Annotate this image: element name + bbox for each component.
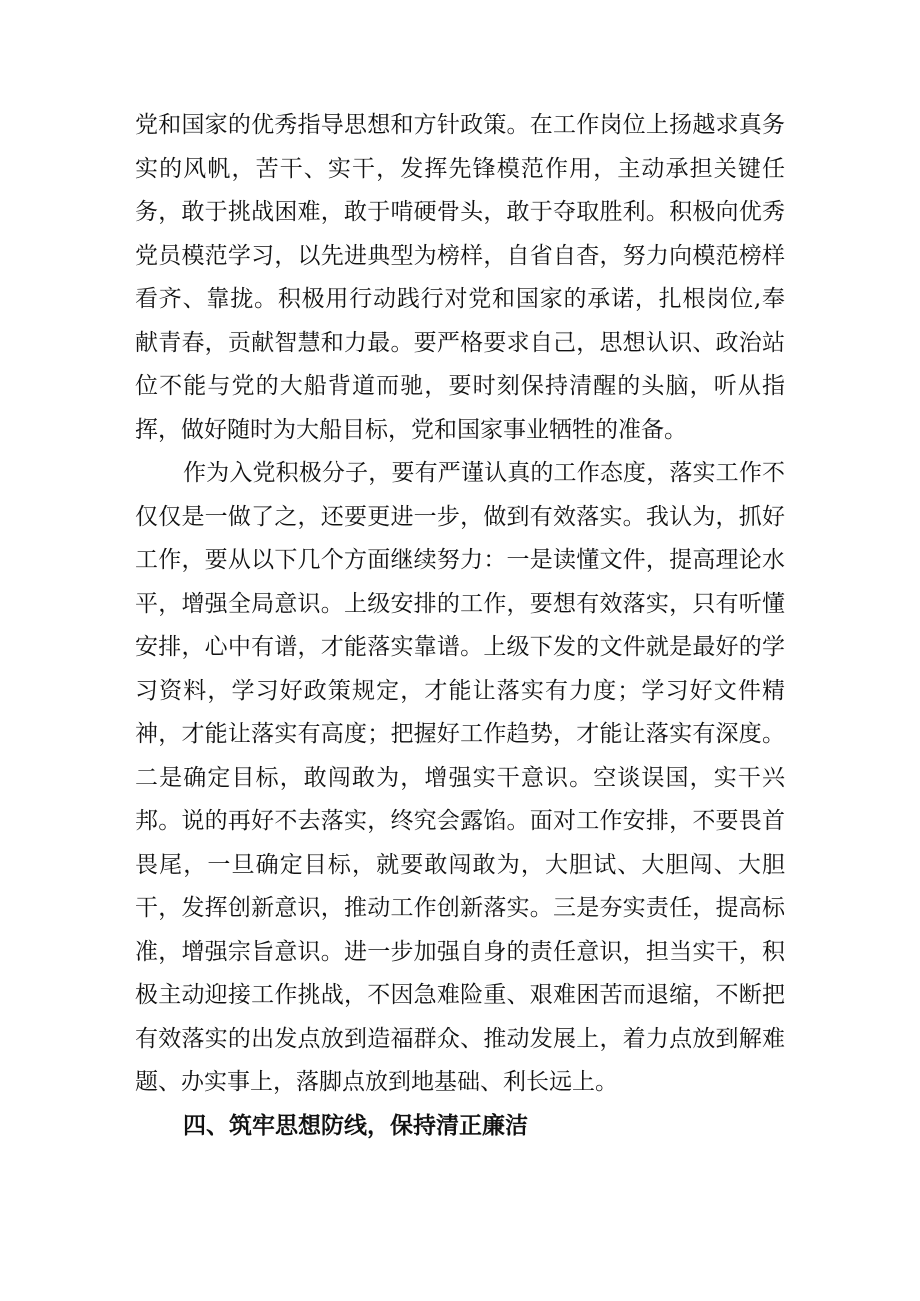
paragraph-work-attitude: 作为入党积极分子，要有严谨认真的工作态度，落实工作不仅仅是一做了之，还要更进一步，做到有效落实。我认为，抓好工作，要从以下几个方面继续努力：一是读懂文件，提高理论水平，增强全局意识。上级安排的工作，要想有效落实，只有听懂安排，心中有谱，才能落实靠谱。上级下发的文件就是最好的学习资料，学习好政策规定，才能让落实有力度；学习好文件精神，才能让落实有高度；把握好工作趋势，才能让落实有深度。二是确定目标，敢闯敢为，增强实干意识。空谈误国，实干兴邦。说的再好不去落实，终究会露馅。面对工作安排，不要畏首畏尾，一旦确定目标，就要敢闯敢为，大胆试、大胆闯、大胆干，发挥创新意识，推动工作创新落实。三是夯实责任，提高标准，增强宗旨意识。进一步加强自身的责任意识，担当实干，积极主动迎接工作挑战，不因急难险重、艰难困苦而退缩，不断把有效落实的出发点放到造福群众、推动发展上，着力点放到解难题、办实事上，落脚点放到地基础、利长远上。 <box>135 460 785 1095</box>
section-heading: 四、筑牢思想防线，保持清正廉洁 <box>183 1112 528 1139</box>
document-body <box>135 104 785 1148</box>
paragraph-continuation: 党和国家的优秀指导思想和方针政策。在工作岗位上扬越求真务实的风帆，苦干、实干，发挥先锋模范作用，主动承担关键任务，敢于挑战困难，敢于啃硬骨头，敢于夺取胜利。积极向优秀党员模范学习，以先进典型为榜样，自省自杳，努力向模范榜样看齐、靠拢。积极用行动践行对党和国家的承诺，扎根岗位,奉献青春，贡献智慧和力最。要严格要求自己，思想认识、政治站位不能与党的大船背道而驰，要时刻保持清醒的头脑，听从指挥，做好随时为大船目标，党和国家事业牺牲的准备。 <box>135 112 785 443</box>
